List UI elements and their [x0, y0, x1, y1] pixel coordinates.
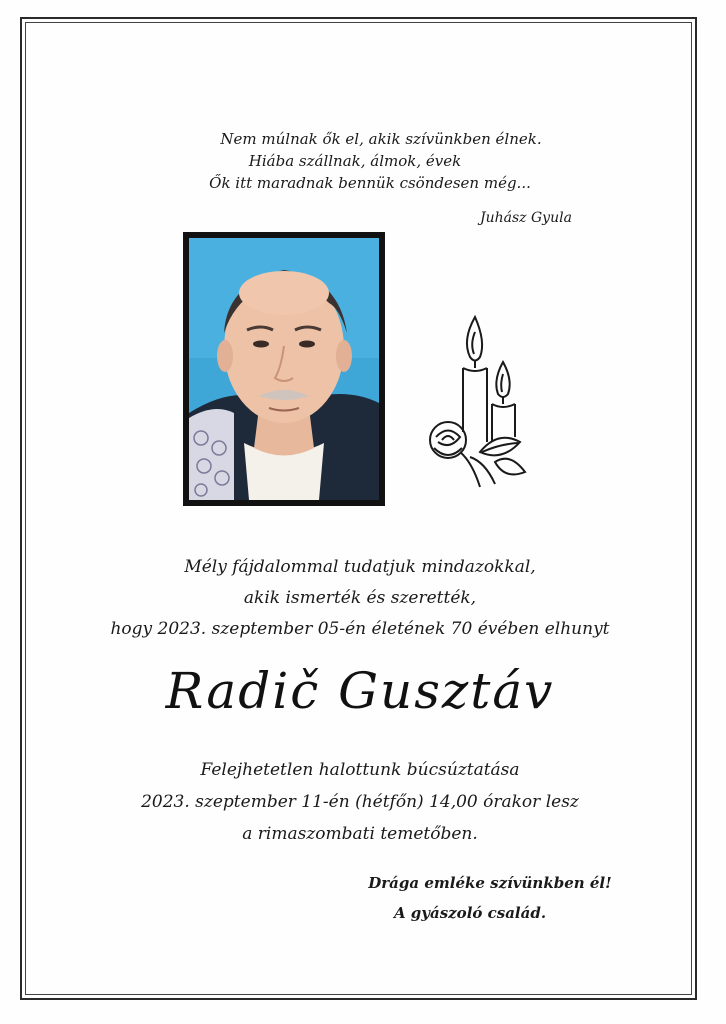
- portrait-photo: [189, 238, 379, 500]
- deceased-name: Radič Gusztáv: [165, 662, 555, 720]
- funeral-line-3: a rimaszombati temetőben.: [242, 824, 478, 844]
- closing: [340, 868, 640, 928]
- closing-line-1: Drága emléke szívünkben él!: [368, 874, 612, 892]
- closing-line-2: A gyászoló család.: [393, 904, 547, 922]
- poem-author: Juhász Gyula: [480, 210, 572, 226]
- funeral-line-2: 2023. szeptember 11-én (hétfőn) 14,00 órakor lesz: [141, 792, 579, 812]
- poem-line-3: Ők itt maradnak bennük csöndesen még...: [209, 174, 531, 192]
- announcement-line-2: akik ismerték és szerették,: [243, 588, 477, 608]
- poem: [150, 128, 600, 194]
- candle-rose-icon: [420, 312, 540, 492]
- announcement-line-1: Mély fájdalommal tudatjuk mindazokkal,: [184, 557, 536, 577]
- portrait-frame: [183, 232, 385, 506]
- poem-line-2: Hiába szállnak, álmok, évek: [248, 152, 462, 170]
- poem-line-1: Nem múlnak ők el, akik szívünkben élnek.: [220, 130, 542, 148]
- announcement: [60, 552, 660, 645]
- funeral-details: [60, 754, 660, 850]
- funeral-line-1: Felejhetetlen halottunk búcsúztatása: [200, 760, 520, 780]
- announcement-line-3: hogy 2023. szeptember 05-én életének 70 évében elhunyt: [110, 619, 610, 639]
